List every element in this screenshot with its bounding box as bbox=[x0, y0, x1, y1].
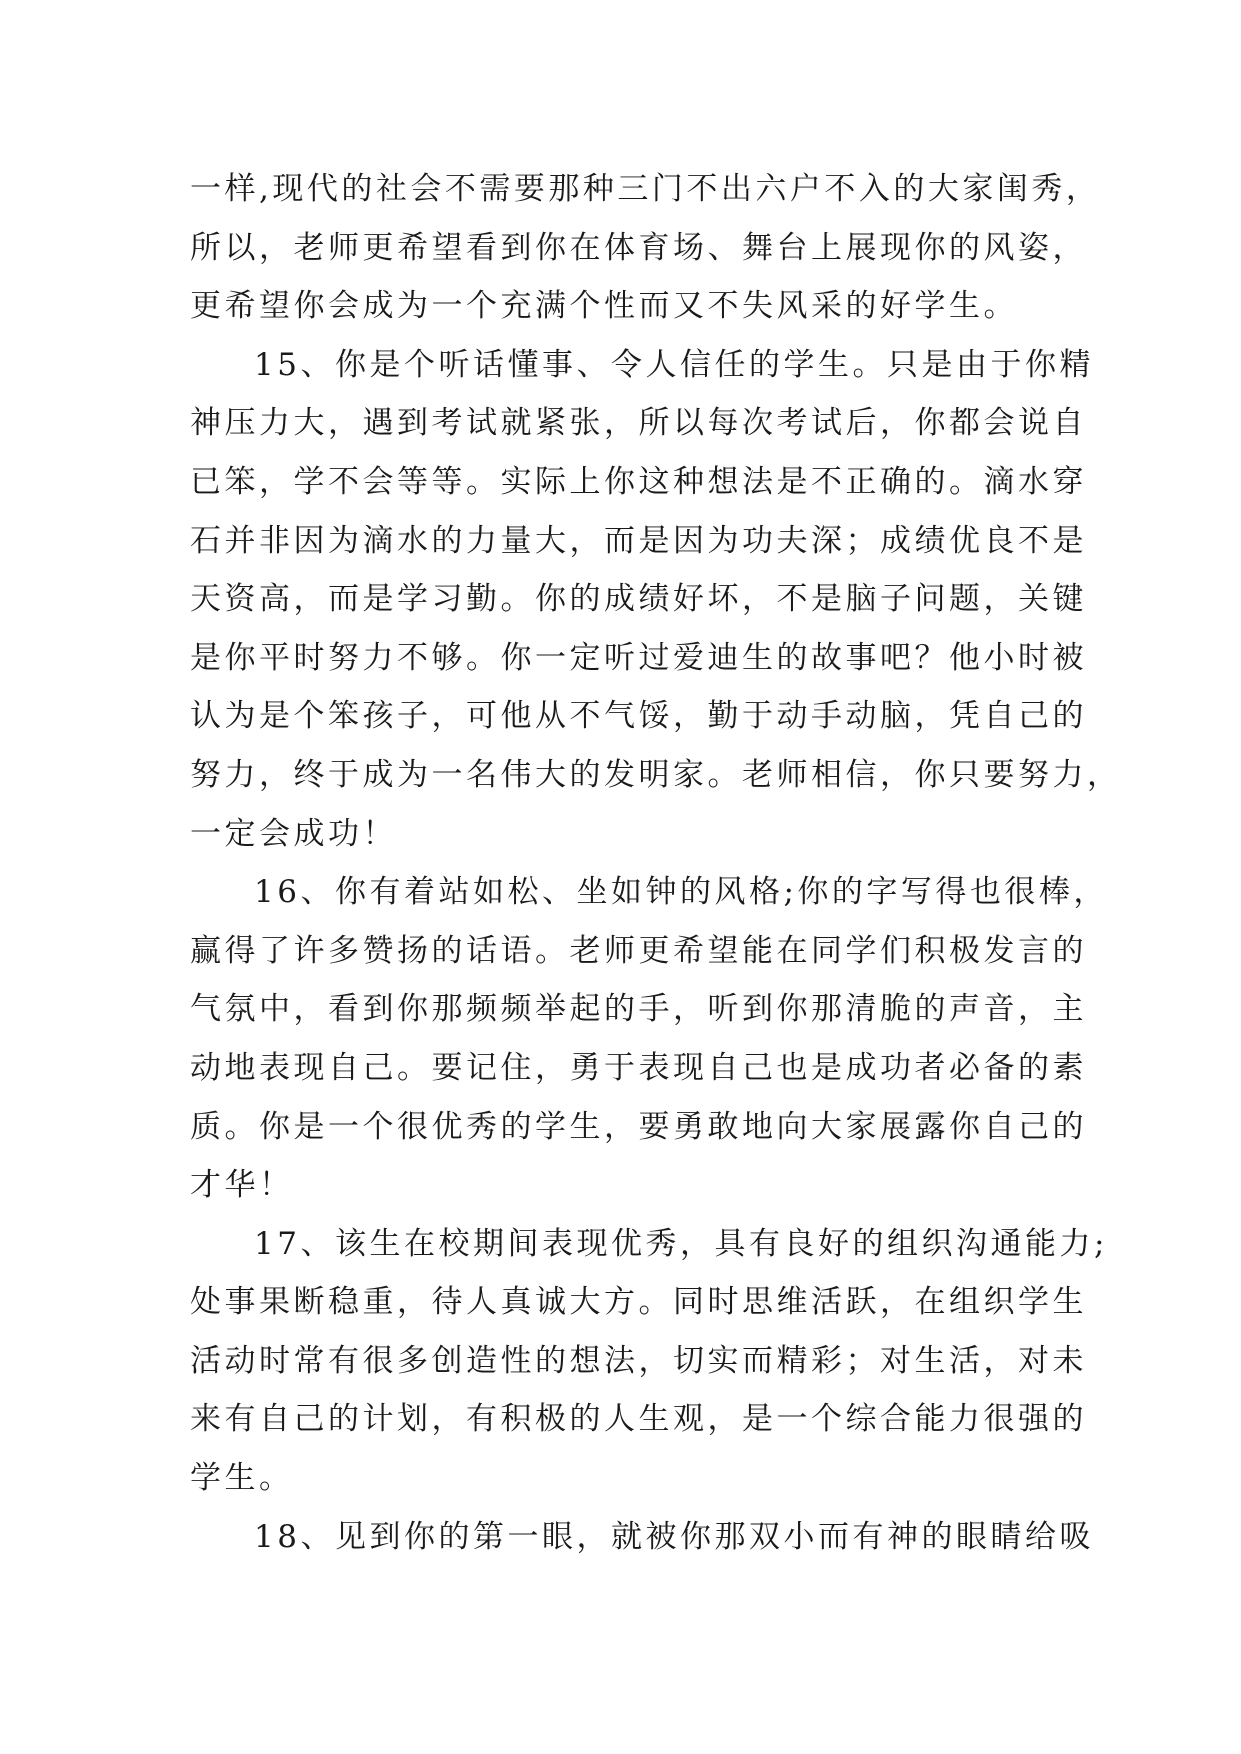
text-line-12: 一定会成功！ bbox=[190, 815, 397, 852]
text-line-13: 16、你有着站如松、坐如钟的风格;你的字写得也很棒， bbox=[254, 874, 1108, 911]
text-line-11: 努力，终于成为一名伟大的发明家。老师相信，你只要努力， bbox=[190, 756, 1122, 793]
text-line-23: 学生。 bbox=[190, 1460, 294, 1497]
text-line-4: 15、你是个听话懂事、令人信任的学生。只是由于你精 bbox=[254, 346, 1094, 383]
text-line-7: 石并非因为滴水的力量大，而是因为功夫深；成绩优良不是 bbox=[190, 522, 1087, 559]
text-line-2: 所以，老师更希望看到你在体育场、舞台上展现你的风姿， bbox=[190, 229, 1087, 266]
body-text bbox=[190, 160, 1122, 1566]
text-line-10: 认为是个笨孩子，可他从不气馁，勤于动手动脑，凭自己的 bbox=[190, 698, 1087, 735]
text-line-19: 17、该生在校期间表现优秀，具有良好的组织沟通能力; bbox=[254, 1225, 1108, 1262]
text-line-22: 来有自己的计划，有积极的人生观，是一个综合能力很强的 bbox=[190, 1401, 1087, 1438]
text-line-20: 处事果断稳重，待人真诚大方。同时思维活跃，在组织学生 bbox=[190, 1284, 1087, 1321]
text-line-24: 18、见到你的第一眼，就被你那双小而有神的眼睛给吸 bbox=[254, 1518, 1094, 1555]
text-line-9: 是你平时努力不够。你一定听过爱迪生的故事吧？他小时被 bbox=[190, 639, 1087, 676]
text-line-15: 气氛中，看到你那频频举起的手，听到你那清脆的声音，主 bbox=[190, 991, 1087, 1028]
text-line-1: 一样,现代的社会不需要那种三门不出六户不入的大家闺秀， bbox=[190, 171, 1101, 207]
text-line-14: 赢得了许多赞扬的话语。老师更希望能在同学们积极发言的 bbox=[190, 932, 1087, 969]
text-line-18: 才华！ bbox=[190, 1167, 294, 1204]
text-line-16: 动地表现自己。要记住，勇于表现自己也是成功者必备的素 bbox=[190, 1049, 1087, 1086]
text-line-6: 已笨，学不会等等。实际上你这种想法是不正确的。滴水穿 bbox=[190, 463, 1087, 500]
text-line-5: 神压力大，遇到考试就紧张，所以每次考试后，你都会说自 bbox=[190, 405, 1087, 442]
text-line-17: 质。你是一个很优秀的学生，要勇敢地向大家展露你自己的 bbox=[190, 1108, 1087, 1145]
text-line-3: 更希望你会成为一个充满个性而又不失风采的好学生。 bbox=[190, 288, 1018, 325]
text-line-8: 天资高，而是学习勤。你的成绩好坏，不是脑子问题，关键 bbox=[190, 581, 1087, 618]
text-line-21: 活动时常有很多创造性的想法，切实而精彩；对生活，对未 bbox=[190, 1342, 1087, 1379]
